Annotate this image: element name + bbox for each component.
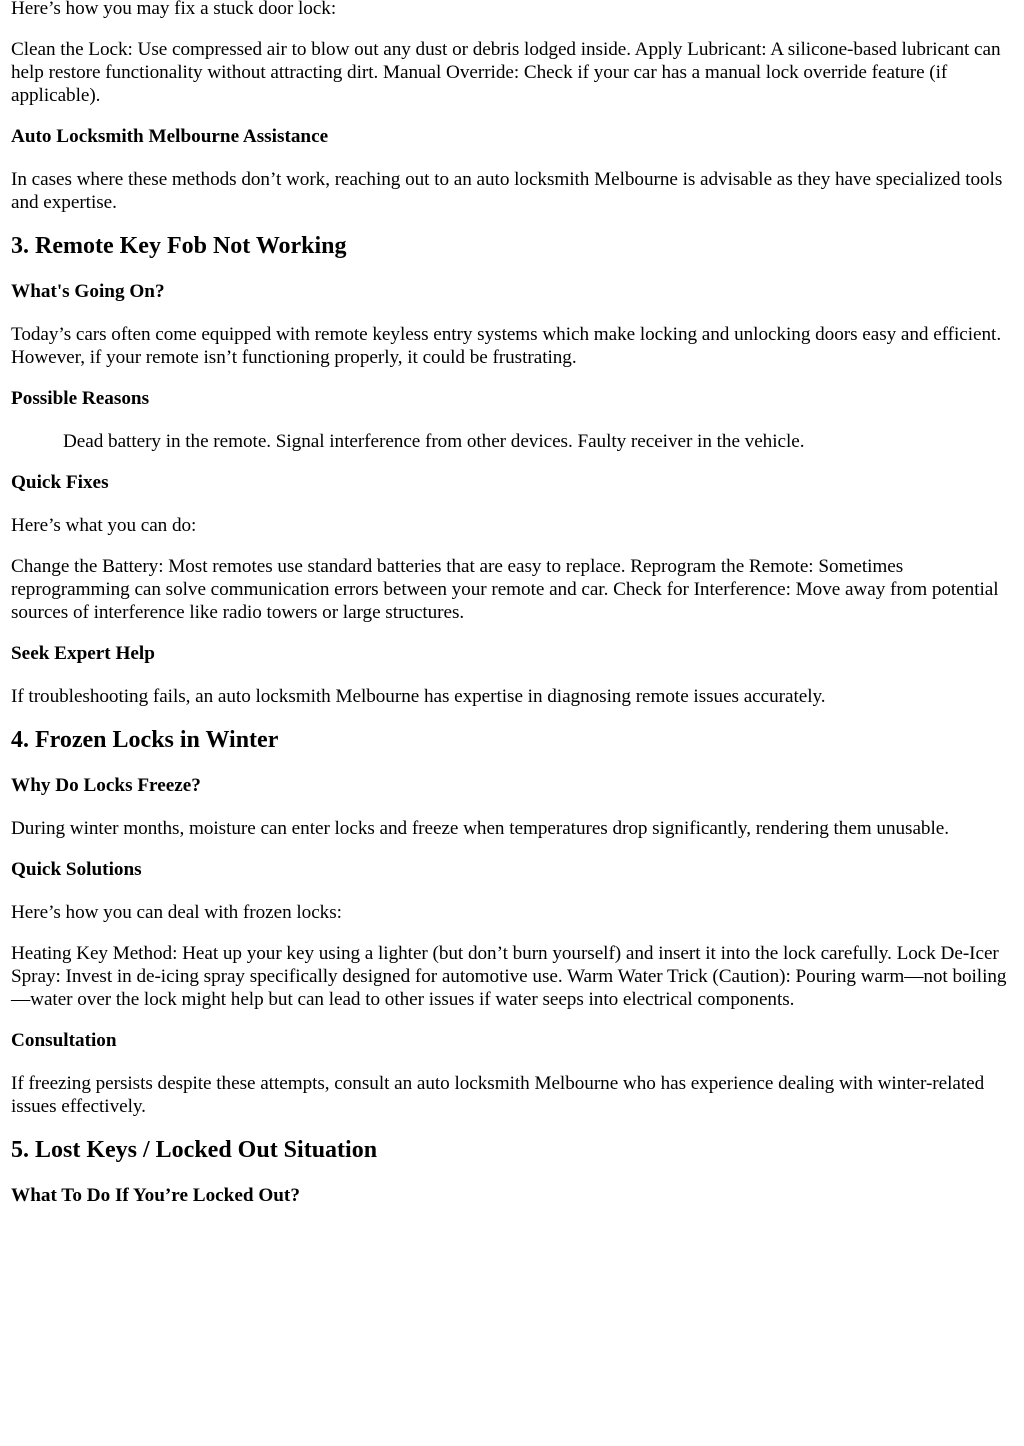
possible-reasons-text: Dead battery in the remote. Signal interference from other devices. Faulty receiver in the vehicle. bbox=[63, 431, 805, 452]
section-3-title: 3. Remote Key Fob Not Working bbox=[11, 233, 347, 259]
seek-expert-help-heading: Seek Expert Help bbox=[11, 643, 155, 664]
assistance-text: In cases where these methods don’t work, reaching out to an auto locksmith Melbourne is advisable as they have specialized tools and expertise. bbox=[11, 169, 1003, 213]
quick-fixes-intro: Here’s what you can do: bbox=[11, 515, 197, 536]
quick-fixes-heading: Quick Fixes bbox=[11, 472, 109, 493]
why-locks-freeze-text: During winter months, moisture can enter locks and freeze when temperatures drop significantly, rendering them unusable. bbox=[11, 818, 949, 839]
seek-expert-help-text: If troubleshooting fails, an auto locksmith Melbourne has expertise in diagnosing remote issues accurately. bbox=[11, 686, 826, 707]
assistance-heading: Auto Locksmith Melbourne Assistance bbox=[11, 126, 329, 147]
quick-solutions-text: Heating Key Method: Heat up your key using a lighter (but don’t burn yourself) and insert it into the lock carefully. Lock De-Icer Spray: Invest in de-icing spray specifically designed for automotive use. Warm Water Trick (Caution): Pouring warm—not boiling—water over the lock might help but can lead to other issues if water seeps into electrical components. bbox=[11, 943, 1007, 1010]
quick-solutions-intro: Here’s how you can deal with frozen locks: bbox=[11, 902, 342, 923]
quick-fixes-text: Change the Battery: Most remotes use standard batteries that are easy to replace. Reprogram the Remote: Sometimes reprogramming can solve communication errors between your remote and car. Check for Interference: Move away from potential sources of interference like radio towers or large structures. bbox=[11, 556, 999, 623]
stuck-lock-steps: Clean the Lock: Use compressed air to blow out any dust or debris lodged inside. Apply Lubricant: A silicone-based lubricant can help restore functionality without attracting dirt. Manual Override: Check if your car has a manual lock override feature (if applicable). bbox=[11, 39, 1001, 106]
consultation-text: If freezing persists despite these attempts, consult an auto locksmith Melbourne who has experience dealing with winter-related issues effectively. bbox=[11, 1073, 985, 1117]
section-5-title: 5. Lost Keys / Locked Out Situation bbox=[11, 1137, 378, 1163]
stuck-lock-intro: Here’s how you may fix a stuck door lock: bbox=[11, 0, 337, 19]
why-locks-freeze-heading: Why Do Locks Freeze? bbox=[11, 775, 201, 796]
consultation-heading: Consultation bbox=[11, 1030, 117, 1051]
possible-reasons-heading: Possible Reasons bbox=[11, 388, 150, 409]
whats-going-on-text: Today’s cars often come equipped with remote keyless entry systems which make locking and unlocking doors easy and efficient. However, if your remote isn’t functioning properly, it could be frustrating. bbox=[11, 324, 1002, 368]
quick-solutions-heading: Quick Solutions bbox=[11, 859, 142, 880]
section-4-title: 4. Frozen Locks in Winter bbox=[11, 727, 279, 753]
locked-out-heading: What To Do If You’re Locked Out? bbox=[11, 1185, 300, 1206]
whats-going-on-heading: What's Going On? bbox=[11, 281, 165, 302]
